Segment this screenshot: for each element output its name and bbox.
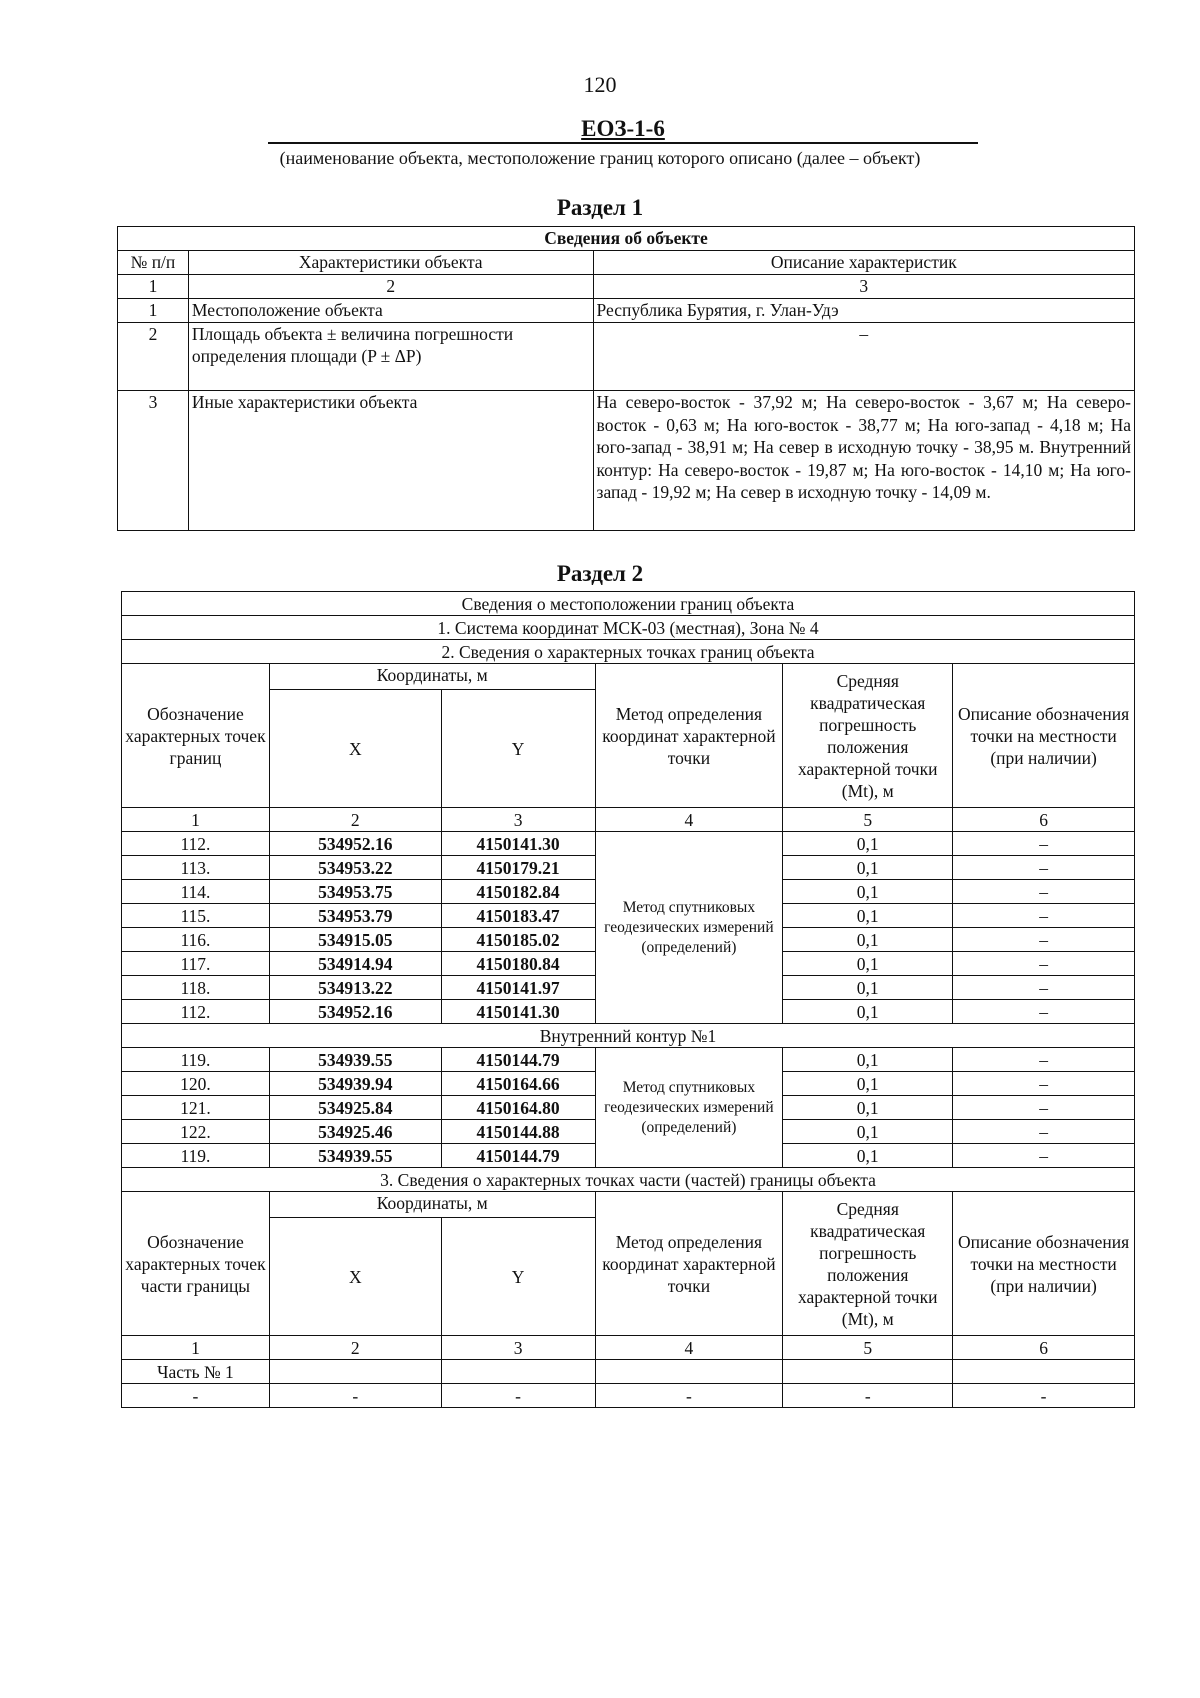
col-number: 2 [269, 808, 441, 832]
point-mt: 0,1 [783, 928, 953, 952]
point-y: 4150164.80 [441, 1096, 595, 1120]
section1-header-characteristic: Характеристики объекта [188, 251, 593, 275]
point-y: 4150179.21 [441, 856, 595, 880]
point-id: 115. [122, 904, 270, 928]
part-title: 3. Сведения о характерных точках части (частей) границы объекта [122, 1168, 1135, 1192]
part-cell: - [122, 1384, 270, 1408]
point-y: 4150183.47 [441, 904, 595, 928]
point-mt: 0,1 [783, 1000, 953, 1024]
row-number: 1 [118, 299, 189, 323]
table-row [122, 1360, 1135, 1384]
row-characteristic: Иные характеристики объекта [188, 391, 593, 531]
part-header-y: Y [441, 1218, 595, 1336]
row-description: – [593, 323, 1134, 391]
row-description: Республика Бурятия, г. Улан-Удэ [593, 299, 1134, 323]
header-y: Y [441, 690, 595, 808]
point-desc: – [953, 880, 1135, 904]
point-desc: – [953, 952, 1135, 976]
point-y: 4150141.30 [441, 1000, 595, 1024]
section2-title: Сведения о местоположении границ объекта [122, 592, 1135, 616]
header-description: Описание обозначения точки на местности (при наличии) [953, 664, 1135, 808]
point-mt: 0,1 [783, 904, 953, 928]
point-x: 534913.22 [269, 976, 441, 1000]
part-header-x: X [269, 1218, 441, 1336]
part-header-error: Средняя квадратическая погрешность положения характерной точки (Mt), м [783, 1192, 953, 1336]
row-number: 2 [118, 323, 189, 391]
point-id: 112. [122, 832, 270, 856]
row-characteristic: Площадь объекта ± величина погрешности определения площади (P ± ΔP) [188, 323, 593, 391]
part-cell [953, 1360, 1135, 1384]
part-header-coords: Координаты, м [269, 1192, 595, 1218]
point-x: 534952.16 [269, 832, 441, 856]
table-row [122, 1384, 1135, 1408]
header-coords: Координаты, м [269, 664, 595, 690]
point-x: 534952.16 [269, 1000, 441, 1024]
part-header-method: Метод определения координат характерной точки [595, 1192, 783, 1336]
point-id: 122. [122, 1120, 270, 1144]
header-point: Обозначение характерных точек границ [122, 664, 270, 808]
row-characteristic: Местоположение объекта [188, 299, 593, 323]
point-id: 112. [122, 1000, 270, 1024]
point-desc: – [953, 976, 1135, 1000]
col-number: 4 [595, 808, 783, 832]
section1-table [117, 226, 1135, 531]
section1-heading: Раздел 1 [556, 195, 644, 220]
col-number: 1 [122, 1336, 270, 1360]
point-id: 121. [122, 1096, 270, 1120]
point-y: 4150144.79 [441, 1048, 595, 1072]
point-desc: – [953, 856, 1135, 880]
point-x: 534915.05 [269, 928, 441, 952]
point-mt: 0,1 [783, 1120, 953, 1144]
point-desc: – [953, 904, 1135, 928]
part-cell: - [441, 1384, 595, 1408]
section1-table-title: Сведения об объекте [118, 227, 1135, 251]
table-row [118, 391, 1135, 531]
point-mt: 0,1 [783, 856, 953, 880]
point-desc: – [953, 1072, 1135, 1096]
part-cell [783, 1360, 953, 1384]
row-number: 3 [118, 391, 189, 531]
header-error: Средняя квадратическая погрешность положения характерной точки (Mt), м [783, 664, 953, 808]
point-mt: 0,1 [783, 1072, 953, 1096]
object-name: ЕОЗ-1-6 [581, 116, 665, 141]
table-row [122, 832, 1135, 856]
part-cell: - [783, 1384, 953, 1408]
point-x: 534939.55 [269, 1144, 441, 1168]
point-mt: 0,1 [783, 1144, 953, 1168]
object-caption: (наименование объекта, местоположение границ которого описано (далее – объект) [279, 148, 921, 168]
part-header-description: Описание обозначения точки на местности (при наличии) [953, 1192, 1135, 1336]
point-y: 4150144.88 [441, 1120, 595, 1144]
point-x: 534925.84 [269, 1096, 441, 1120]
col-number: 5 [783, 1336, 953, 1360]
point-mt: 0,1 [783, 1048, 953, 1072]
page-number: 120 [583, 72, 617, 97]
inner-contour-title: Внутренний контур №1 [122, 1024, 1135, 1048]
point-y: 4150185.02 [441, 928, 595, 952]
point-mt: 0,1 [783, 880, 953, 904]
col-number: 3 [441, 1336, 595, 1360]
section1-colnum: 1 [118, 275, 189, 299]
point-mt: 0,1 [783, 832, 953, 856]
point-x: 534925.46 [269, 1120, 441, 1144]
part-label: Часть № 1 [122, 1360, 270, 1384]
part-cell [269, 1360, 441, 1384]
point-id: 119. [122, 1144, 270, 1168]
part-cell: - [269, 1384, 441, 1408]
point-id: 118. [122, 976, 270, 1000]
section1-colnum: 3 [593, 275, 1134, 299]
point-desc: – [953, 1000, 1135, 1024]
point-mt: 0,1 [783, 976, 953, 1000]
table-row [122, 1048, 1135, 1072]
method-cell: Метод спутниковых геодезических измерений (определений) [595, 1048, 783, 1168]
col-number: 3 [441, 808, 595, 832]
col-number: 2 [269, 1336, 441, 1360]
point-y: 4150141.30 [441, 832, 595, 856]
point-id: 114. [122, 880, 270, 904]
part-cell [441, 1360, 595, 1384]
header-method: Метод определения координат характерной точки [595, 664, 783, 808]
point-id: 116. [122, 928, 270, 952]
part-cell: - [953, 1384, 1135, 1408]
col-number: 6 [953, 808, 1135, 832]
col-number: 1 [122, 808, 270, 832]
col-number: 5 [783, 808, 953, 832]
point-x: 534914.94 [269, 952, 441, 976]
section1-colnum: 2 [188, 275, 593, 299]
section1-header-description: Описание характеристик [593, 251, 1134, 275]
object-title-block [268, 116, 978, 144]
section1-header-num: № п/п [118, 251, 189, 275]
point-id: 119. [122, 1048, 270, 1072]
point-id: 113. [122, 856, 270, 880]
point-desc: – [953, 1048, 1135, 1072]
point-x: 534953.79 [269, 904, 441, 928]
point-mt: 0,1 [783, 1096, 953, 1120]
point-y: 4150180.84 [441, 952, 595, 976]
table-row [118, 299, 1135, 323]
point-x: 534939.94 [269, 1072, 441, 1096]
point-y: 4150141.97 [441, 976, 595, 1000]
part-cell [595, 1360, 783, 1384]
point-x: 534953.75 [269, 880, 441, 904]
point-y: 4150144.79 [441, 1144, 595, 1168]
coord-system: 1. Система координат МСК-03 (местная), Зона № 4 [122, 616, 1135, 640]
point-x: 534953.22 [269, 856, 441, 880]
point-desc: – [953, 1144, 1135, 1168]
row-description: На северо-восток - 37,92 м; На северо-восток - 3,67 м; На северо-восток - 0,63 м; На юго-восток - 38,77 м; На юго-запад - 4,18 м; На юго-запад - 38,91 м; На север в исходную точку - 38,95 м. Внутренний контур: На северо-восток - 19,87 м; На юго-восток - 14,10 м; На юго-запад - 19,92 м; На север в исходную точку - 14,09 м. [593, 391, 1134, 531]
col-number: 4 [595, 1336, 783, 1360]
point-desc: – [953, 1096, 1135, 1120]
point-x: 534939.55 [269, 1048, 441, 1072]
point-desc: – [953, 832, 1135, 856]
point-desc: – [953, 1120, 1135, 1144]
section2-table [121, 591, 1135, 1408]
header-x: X [269, 690, 441, 808]
method-cell: Метод спутниковых геодезических измерений (определений) [595, 832, 783, 1024]
points-title: 2. Сведения о характерных точках границ объекта [122, 640, 1135, 664]
point-y: 4150164.66 [441, 1072, 595, 1096]
point-mt: 0,1 [783, 952, 953, 976]
section2-heading: Раздел 2 [556, 561, 644, 586]
table-row [118, 323, 1135, 391]
point-id: 120. [122, 1072, 270, 1096]
point-y: 4150182.84 [441, 880, 595, 904]
object-name-rule [268, 142, 978, 144]
point-desc: – [953, 928, 1135, 952]
col-number: 6 [953, 1336, 1135, 1360]
part-cell: - [595, 1384, 783, 1408]
point-id: 117. [122, 952, 270, 976]
part-header-point: Обозначение характерных точек части границы [122, 1192, 270, 1336]
